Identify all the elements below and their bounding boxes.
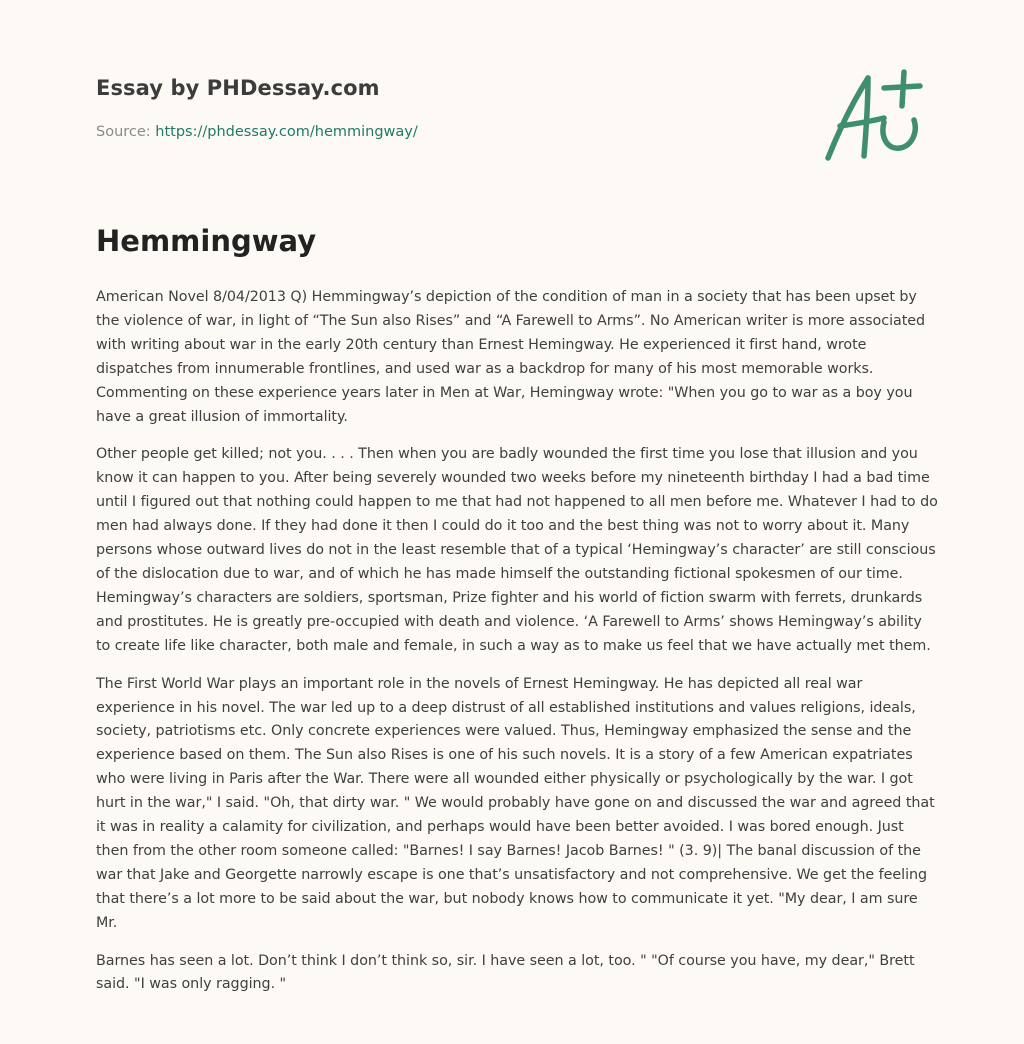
source-line [96,124,418,140]
essay-paragraph: American Novel 8/04/2013 Q) Hemmingway’s depiction of the condition of man in a society that has been upset by the violence of war, in light of “The Sun also Rises” and “A Farewell to Arms”. No American writer is more associated with writing about war in the early 20th century than Ernest Hemingway. He experienced it first hand, wrote dispatches from innumerable frontlines, and used war as a backdrop for many of his most memorable works. Commenting on these experience years later in Men at War, Hemingway wrote: "When you go to war as a boy you have a great illusion of immortality. [96,289,926,425]
essay-title: Hemmingway [96,224,317,258]
source-label: Source: [96,124,156,140]
essay-body [96,286,938,1011]
source-link[interactable]: https://phdessay.com/hemmingway/ [155,124,418,140]
essay-paragraph: The First World War plays an important role in the novels of Ernest Hemingway. He has depicted all real war experience in his novel. The war led up to a deep distrust of all established institutions and values religions, ideals, society, patriotisms etc. Only concrete experiences were valued. Thus, Hemingway emphasized the sense and the experience based on them. The Sun also Rises is one of his such novels. It is a story of a few American expatriates who were living in Paris after the War. There were all wounded either physically or psychologically by the war. I got hurt in the war," I said. "Oh, that dirty war. " We would probably have gone on and discussed the war and agreed that it was in reality a calamity for civilization, and perhaps would have been better avoided. I was bored enough. Just then from the other room someone called: "Barnes! I say Barnes! Jacob Barnes! " (3. 9)| The banal discussion of the war that Jake and Georgette narrowly escape is one that’s unsatisfactory and not comprehensive. We get the feeling that there’s a lot more to be said about the war, but nobody knows how to communicate it yet. "My dear, I am sure Mr. [96,675,935,931]
site-title: Essay by PHDessay.com [96,76,380,100]
essay-paragraph: Barnes has seen a lot. Don’t think I don’t think so, sir. I have seen a lot, too. " "Of course you have, my dear," Brett said. "I was only ragging. " [96,952,915,993]
essay-paragraph: Other people get killed; not you. . . . Then when you are badly wounded the first time you lose that illusion and you know it can happen to you. After being severely wounded two weeks before my nineteenth birthday I had a bad time until I figured out that nothing could happen to me that had not happened to all men before me. Whatever I had to do men had always done. If they had done it then I could do it too and the best thing was not to worry about it. Many persons whose outward lives do not in the least resemble that of a typical ‘Hemingway’s character’ are still conscious of the dislocation due to war, and of which he has made himself the outstanding fictional spokesmen of our time. Hemingway’s characters are soldiers, sportsman, Prize fighter and his world of fiction swarm with ferrets, drunkards and prostitutes. He is greatly pre-occupied with death and violence. ‘A Farewell to Arms’ shows Hemingway’s ability to create life like character, both male and female, in such a way as to make us feel that we have actually met them. [96,446,938,654]
a-plus-logo-icon [818,66,930,166]
